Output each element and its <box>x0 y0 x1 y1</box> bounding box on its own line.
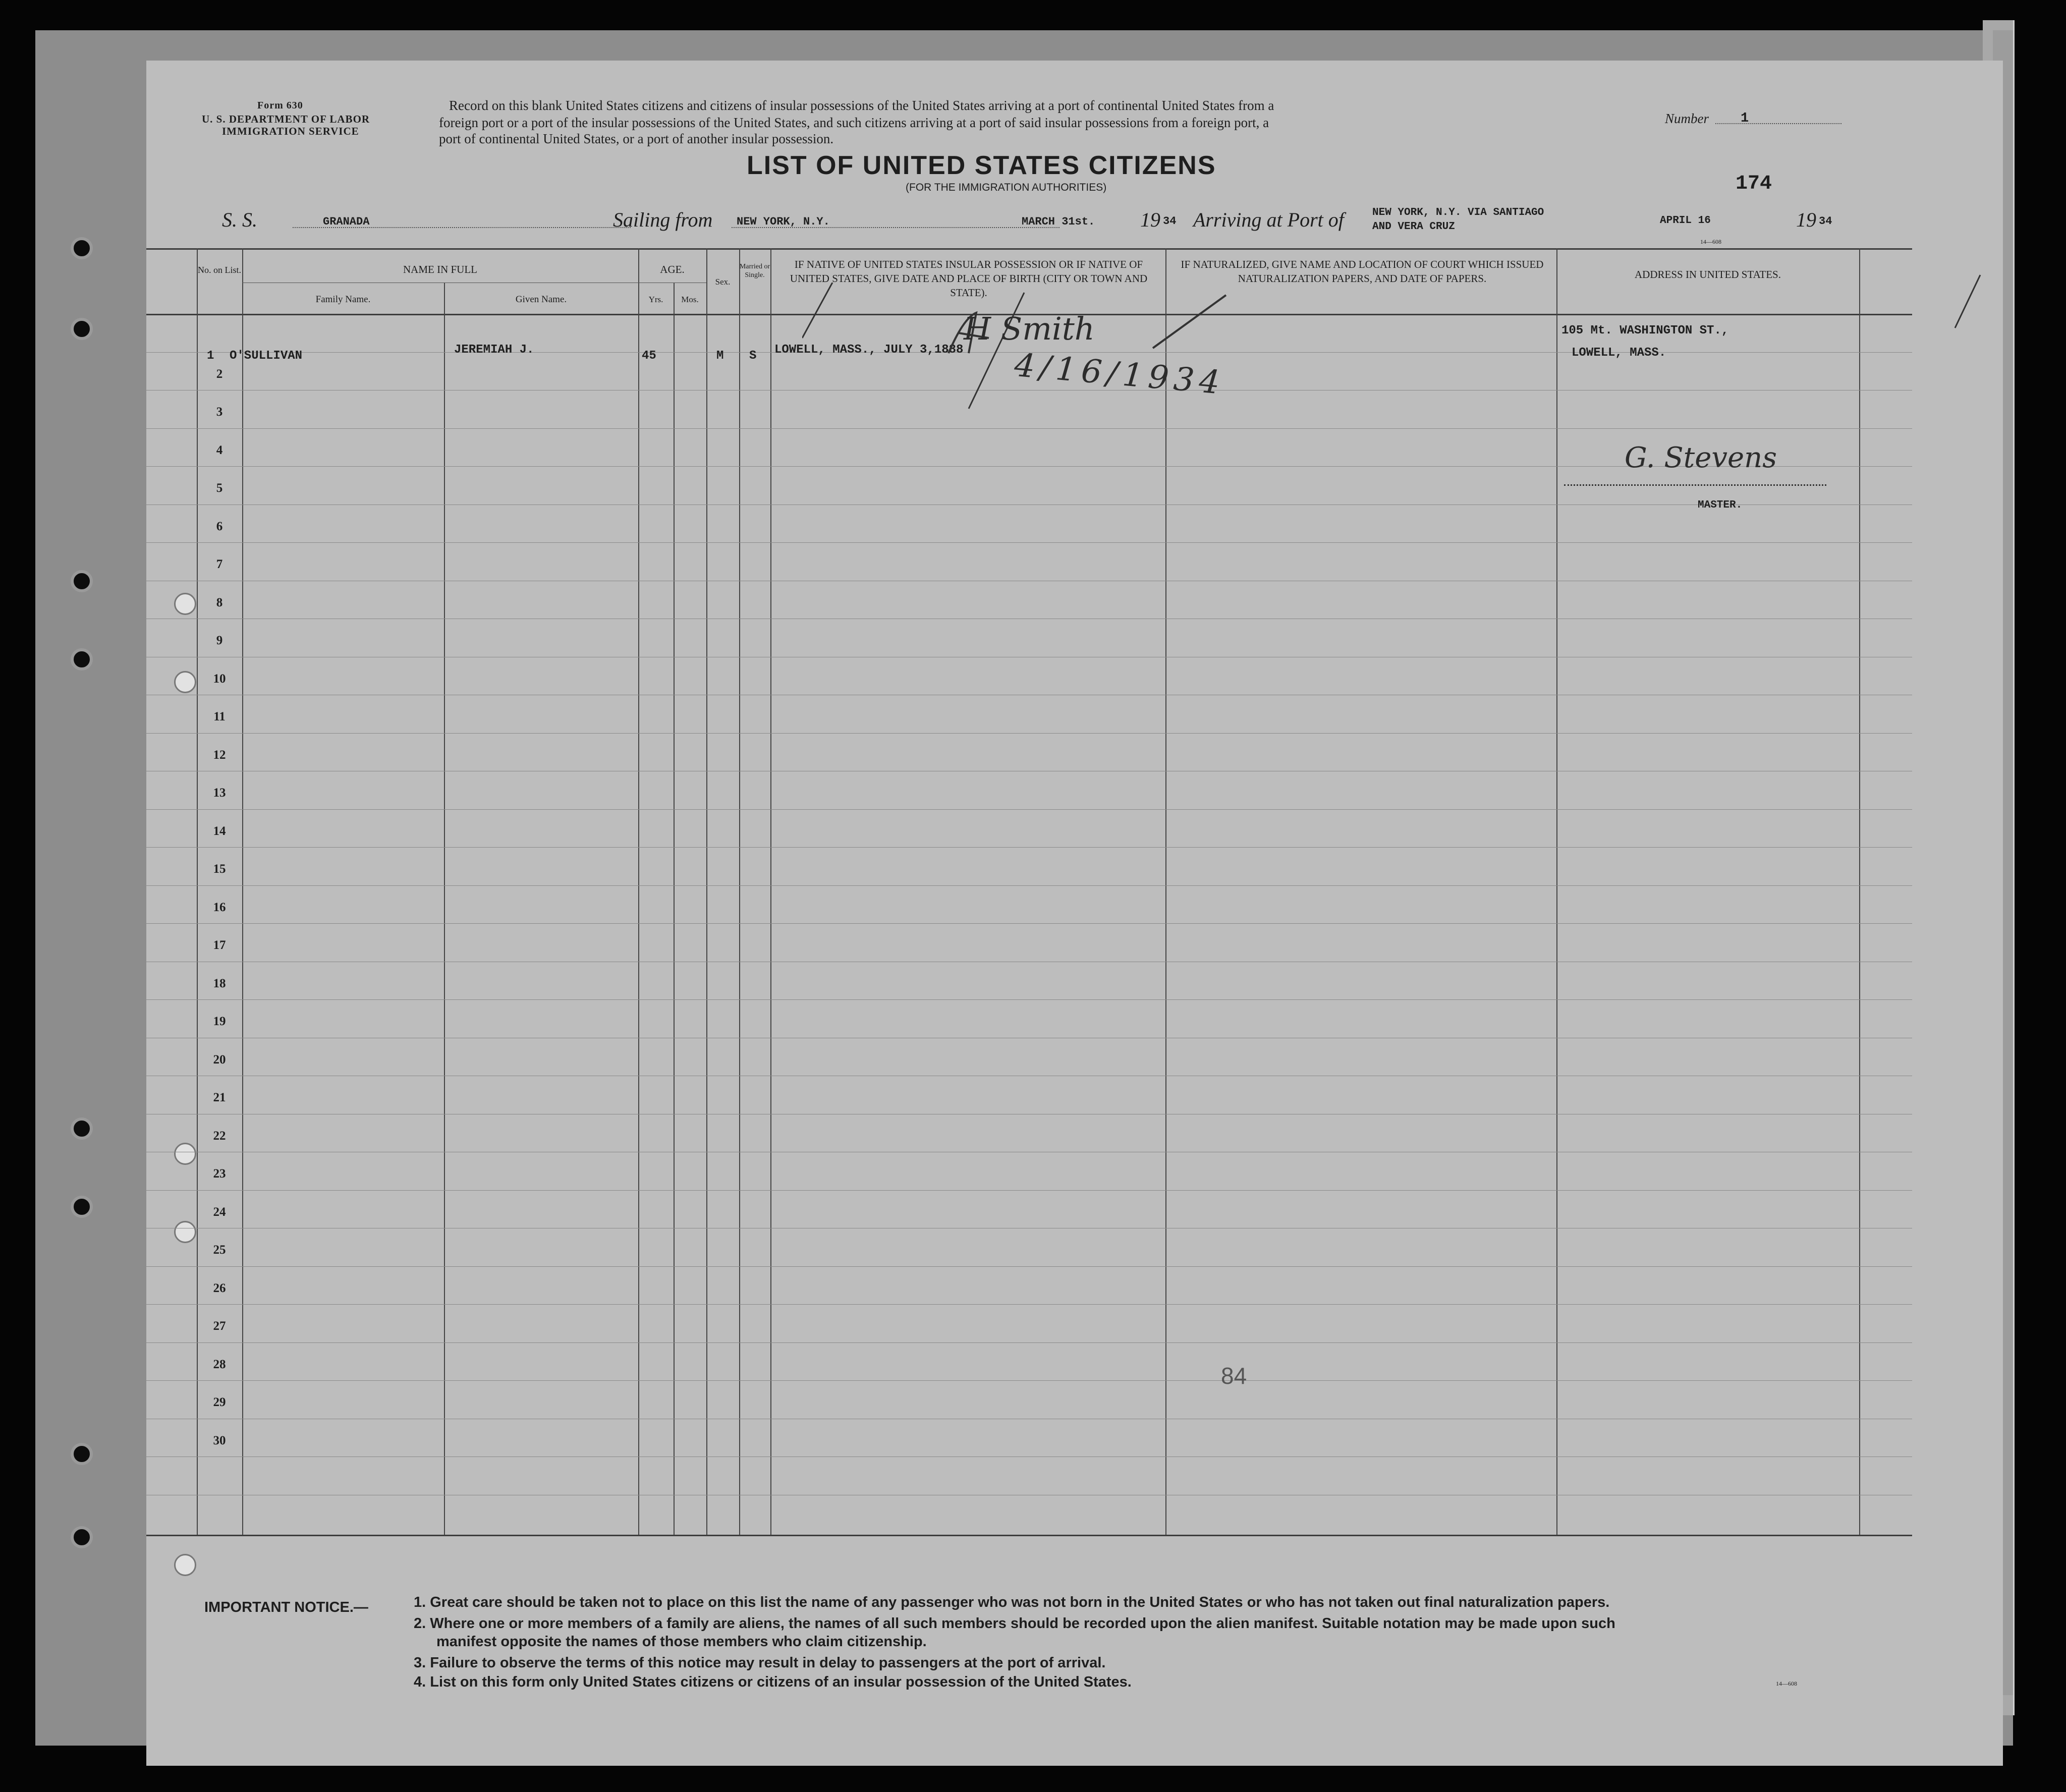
col-line <box>770 248 771 1535</box>
page-subtitle: (FOR THE IMMIGRATION AUTHORITIES) <box>906 182 1107 193</box>
instruction-line-2: foreign port or a port of the insular possessions of the United States, and such citizens arriving at a port of said insular possessions from a foreign port, a <box>439 115 1269 130</box>
row-rule <box>146 847 1912 848</box>
number-value: 1 <box>1741 111 1749 126</box>
row-rule <box>146 999 1912 1000</box>
row-number: 27 <box>213 1319 226 1333</box>
col-address: ADDRESS IN UNITED STATES. <box>1635 268 1781 281</box>
binder-hole <box>71 648 93 670</box>
table-top-border <box>146 248 1912 250</box>
row-number: 12 <box>213 748 226 762</box>
inspector-signature: H Smith <box>964 310 1095 347</box>
col-months: Mos. <box>681 295 699 304</box>
row-1-number: 1 <box>207 349 214 363</box>
arrival-port-2: AND VERA CRUZ <box>1372 221 1455 233</box>
binder-hole <box>71 1196 93 1218</box>
row-number: 20 <box>213 1052 226 1067</box>
col-age: AGE. <box>660 263 685 275</box>
row-number: 30 <box>213 1433 226 1447</box>
col-married-single: Married or Single. <box>739 263 770 279</box>
col-naturalized: IF NATURALIZED, GIVE NAME AND LOCATION OF COURT WHICH ISSUED NATURALIZATION PAPERS, AND DATE OF PAPERS. <box>1181 258 1544 285</box>
binder-hole <box>71 237 93 259</box>
row-rule <box>146 923 1912 924</box>
ss-label: S. S. <box>222 208 257 231</box>
row-number: 26 <box>213 1281 226 1295</box>
row-number: 2 <box>216 367 223 381</box>
paper-hole <box>174 1143 196 1165</box>
row-rule <box>146 885 1912 886</box>
table-bottom-border <box>146 1535 1912 1536</box>
col-line <box>674 283 675 1535</box>
col-no-on-list: No. on List. <box>197 265 241 275</box>
row-number: 29 <box>213 1395 226 1409</box>
row-number: 5 <box>216 481 223 495</box>
row-number: 21 <box>213 1091 226 1104</box>
row-rule <box>146 1304 1912 1305</box>
row-number: 11 <box>213 710 226 723</box>
row-number: 10 <box>213 671 226 686</box>
instruction-line-1: Record on this blank United States citizens and citizens of insular possessions of the United States arriving at a port of continental United States from a <box>449 98 1274 113</box>
col-line <box>739 248 740 1535</box>
instruction-line-3: port of continental United States, or a port of another insular possession. <box>439 131 834 146</box>
family-name-cell: O'SULLIVAN <box>230 349 303 363</box>
row-rule <box>146 1266 1912 1267</box>
binder-hole <box>71 570 93 592</box>
row-number: 19 <box>213 1015 226 1028</box>
age-years-cell: 45 <box>642 349 656 363</box>
address-line-2: LOWELL, MASS. <box>1572 346 1666 360</box>
col-line <box>638 248 639 1535</box>
notice-label: IMPORTANT NOTICE.— <box>204 1599 368 1615</box>
row-number: 14 <box>213 824 226 838</box>
paper-hole <box>174 1221 196 1243</box>
col-line <box>706 248 707 1535</box>
master-signature: G. Stevens <box>1625 441 1777 474</box>
row-number: 15 <box>213 862 226 876</box>
arrival-year-prefix: 19 <box>1796 208 1816 231</box>
col-line <box>1859 248 1860 1535</box>
row-rule <box>146 809 1912 810</box>
row-number: 4 <box>216 443 223 457</box>
row-rule <box>146 1342 1912 1343</box>
col-sex: Sex. <box>715 277 731 287</box>
page-title: LIST OF UNITED STATES CITIZENS <box>747 151 1216 180</box>
row-number: 8 <box>216 595 223 609</box>
tick-mark <box>802 283 832 338</box>
given-name-cell: JEREMIAH J. <box>454 343 534 357</box>
row-number: 22 <box>213 1129 226 1143</box>
notice-item-3: 3. Failure to observe the terms of this notice may result in delay to passengers at the port of arrival. <box>414 1655 1106 1671</box>
arrival-port: NEW YORK, N.Y. VIA SANTIAGO <box>1372 207 1544 218</box>
col-family-name: Family Name. <box>315 294 371 305</box>
birth-check <box>1150 293 1231 353</box>
marital-status-cell: S <box>749 349 757 363</box>
col-line <box>1556 248 1557 1535</box>
col-line <box>197 248 198 1535</box>
notice-item-2-cont: manifest opposite the names of those members who claim citizenship. <box>436 1634 927 1650</box>
arrival-date: APRIL 16 <box>1660 215 1711 227</box>
tick-mark <box>1955 275 1980 328</box>
row-number: 25 <box>213 1243 226 1257</box>
signature-line <box>1564 484 1826 486</box>
from-port: NEW YORK, N.Y. <box>737 215 830 228</box>
number-line <box>1715 123 1841 124</box>
row-number: 3 <box>216 405 223 419</box>
binder-hole <box>71 1117 93 1140</box>
row-number: 18 <box>213 976 226 990</box>
birth-cell: LOWELL, MASS., JULY 3,1888 <box>774 343 964 357</box>
sailing-year-prefix: 19 <box>1140 208 1160 231</box>
arriving-label: Arriving at Port of <box>1193 208 1344 231</box>
row-rule <box>146 733 1912 734</box>
paper-hole <box>174 1554 196 1576</box>
notice-item-1: 1. Great care should be taken not to place on this list the name of any passenger who was not born in the United States or who has not taken out final naturalization papers. <box>414 1594 1610 1610</box>
stamp-number: 84 <box>1221 1363 1247 1389</box>
binder-hole <box>71 1526 93 1548</box>
col-given-name: Given Name. <box>515 294 567 305</box>
arrival-year: 34 <box>1819 215 1832 228</box>
tick-mark <box>1153 295 1226 348</box>
row-number: 17 <box>213 938 226 952</box>
binder-hole <box>71 318 93 340</box>
service-name: IMMIGRATION SERVICE <box>222 125 359 137</box>
notice-item-4: 4. List on this form only United States citizens or citizens of an insular possession of the United States. <box>414 1674 1132 1690</box>
inspection-date: 4/16/1934 <box>1013 346 1226 403</box>
address-check <box>1952 272 1983 333</box>
binder-hole <box>71 1443 93 1465</box>
tick-marks <box>802 283 903 343</box>
row-number: 16 <box>213 900 226 914</box>
ship-name: GRANADA <box>323 215 370 228</box>
col-line <box>444 283 445 1535</box>
department-name: U. S. DEPARTMENT OF LABOR <box>202 113 370 125</box>
page-serial-number: 174 <box>1736 173 1772 195</box>
paper-hole <box>174 593 196 615</box>
sex-cell: M <box>716 349 724 363</box>
col-line <box>242 248 243 1535</box>
col-birth: IF NATIVE OF UNITED STATES INSULAR POSSESSION OR IF NATIVE OF UNITED STATES, GIVE DATE AND PLACE OF BIRTH (CITY OR TOWN AND STATE). <box>790 258 1148 299</box>
printer-code: 14—608 <box>1700 238 1721 245</box>
form-number: Form 630 <box>257 100 303 111</box>
col-name-in-full: NAME IN FULL <box>403 263 477 275</box>
row-number: 23 <box>213 1167 226 1181</box>
col-years: Yrs. <box>648 295 663 304</box>
row-number: 7 <box>216 557 223 571</box>
number-label: Number <box>1665 111 1709 126</box>
manifest-page <box>146 61 2003 1766</box>
paper-hole <box>174 671 196 693</box>
row-number: 9 <box>216 634 223 647</box>
row-number: 24 <box>213 1205 226 1219</box>
notice-item-2: 2. Where one or more members of a family are aliens, the names of all such members should be recorded upon the alien manifest. Suitable notation may be made upon such <box>414 1615 1615 1632</box>
sailing-date: MARCH 31st. <box>1022 215 1095 228</box>
row-rule <box>146 1190 1912 1191</box>
address-line-1: 105 Mt. WASHINGTON ST., <box>1561 324 1729 338</box>
master-label: MASTER. <box>1698 499 1743 511</box>
sailing-year: 34 <box>1163 215 1177 228</box>
row-number: 13 <box>213 786 226 800</box>
row-rule <box>146 1380 1912 1381</box>
footer-code: 14—608 <box>1776 1680 1797 1687</box>
row-number: 28 <box>213 1357 226 1371</box>
row-number: 6 <box>216 519 223 533</box>
sailing-label: Sailing from <box>613 208 713 231</box>
